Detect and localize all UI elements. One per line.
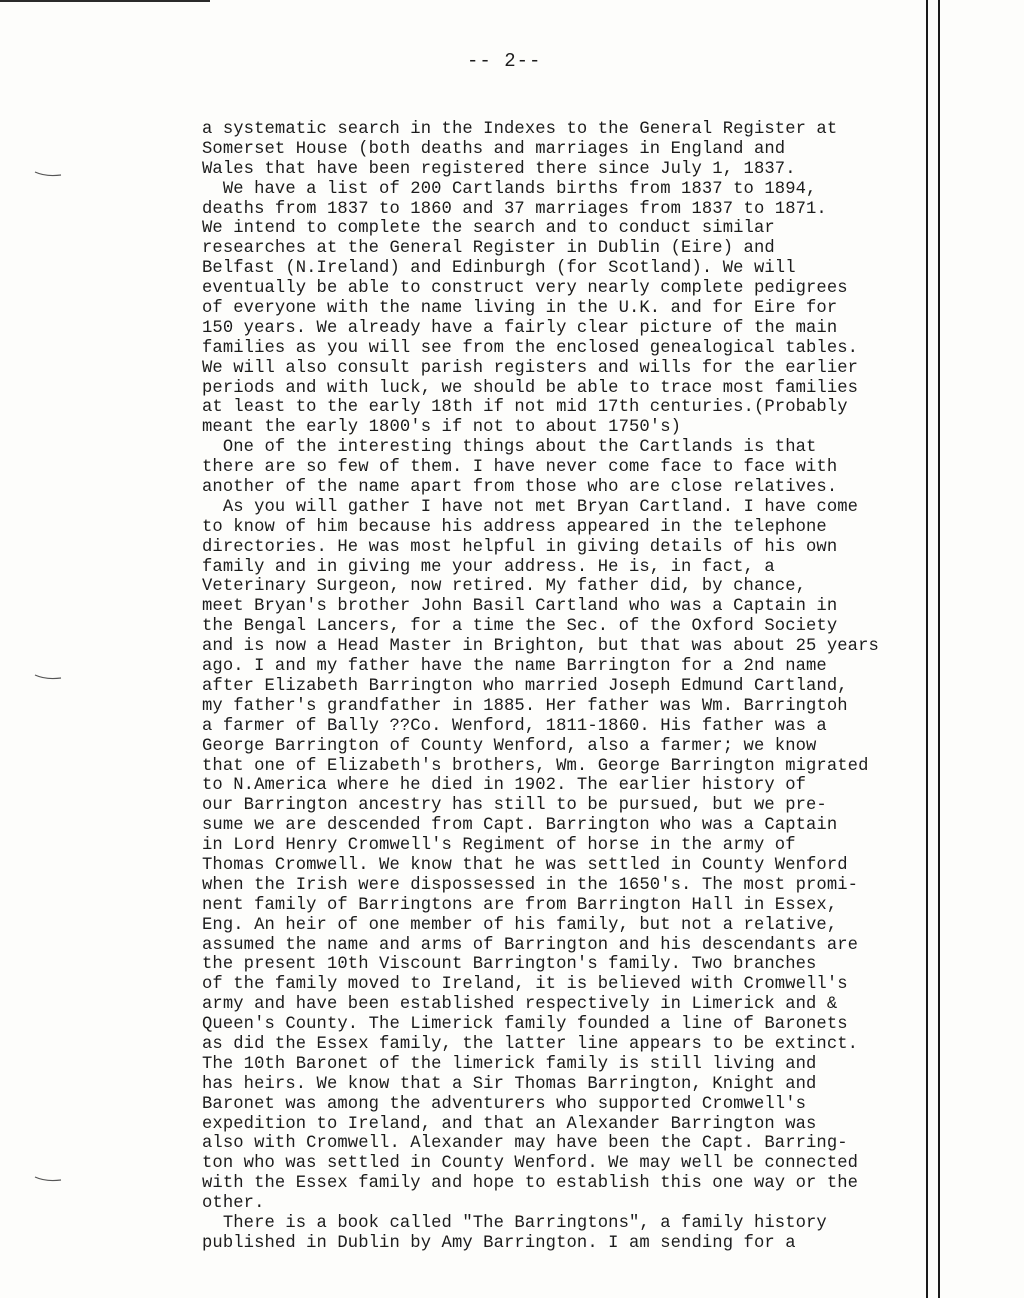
text-line: a farmer of Bally ??Co. Wenford, 1811-1860. His father was a bbox=[202, 716, 827, 736]
text-line: at least to the early 18th if not mid 17th centuries.(Probably bbox=[202, 398, 848, 418]
text-line: also with Cromwell. Alexander may have been the Capt. Barring- bbox=[202, 1134, 848, 1154]
text-line: sume we are descended from Capt. Barrington who was a Captain bbox=[202, 816, 838, 836]
page-number: -- 2-- bbox=[467, 50, 542, 72]
text-line: eventually be able to construct very nearly complete pedigrees bbox=[202, 279, 848, 299]
text-line: the present 10th Viscount Barrington's family. Two branches bbox=[202, 955, 817, 975]
text-line: Baronet was among the adventurers who supported Cromwell's bbox=[202, 1094, 807, 1114]
text-line: researches at the General Register in Dublin (Eire) and bbox=[202, 239, 775, 259]
text-line: The 10th Baronet of the limerick family is still living and bbox=[202, 1054, 817, 1074]
text-line: deaths from 1837 to 1860 and 37 marriages from 1837 to 1871. bbox=[202, 199, 827, 219]
text-line: George Barrington of County Wenford, also a farmer; we know bbox=[202, 736, 817, 756]
text-line: There is a book called "The Barringtons", a family history bbox=[202, 1213, 827, 1233]
text-line: ago. I and my father have the name Barrington for a 2nd name bbox=[202, 657, 827, 677]
text-line: families as you will see from the enclosed genealogical tables. bbox=[202, 338, 859, 358]
text-line: 150 years. We already have a fairly clear picture of the main bbox=[202, 318, 838, 338]
text-line: a systematic search in the Indexes to the General Register at bbox=[202, 120, 838, 139]
text-line: expedition to Ireland, and that an Alexander Barrington was bbox=[202, 1114, 817, 1134]
text-line: with the Essex family and hope to establish this one way or the bbox=[202, 1174, 859, 1194]
top-edge-rule bbox=[0, 0, 210, 2]
text-line: the Bengal Lancers, for a time the Sec. of the Oxford Society bbox=[202, 617, 838, 637]
text-line: meant the early 1800's if not to about 1750's) bbox=[202, 418, 682, 438]
text-line: when the Irish were dispossessed in the 1650's. The most promi- bbox=[202, 875, 859, 895]
text-line: to know of him because his address appeared in the telephone bbox=[202, 517, 827, 537]
text-line: Eng. An heir of one member of his family, but not a relative, bbox=[202, 915, 838, 935]
text-line: We will also consult parish registers and wills for the earlier bbox=[202, 358, 859, 378]
text-line: meet Bryan's brother John Basil Cartland who was a Captain in bbox=[202, 597, 838, 617]
text-line: nent family of Barringtons are from Barrington Hall in Essex, bbox=[202, 895, 838, 915]
text-line: has heirs. We know that a Sir Thomas Barrington, Knight and bbox=[202, 1074, 817, 1094]
text-line: Veterinary Surgeon, now retired. My father did, by chance, bbox=[202, 577, 807, 597]
margin-mark-icon bbox=[34, 1175, 62, 1183]
margin-mark-icon bbox=[34, 170, 62, 178]
text-line: Somerset House (both deaths and marriages in England and bbox=[202, 139, 786, 159]
text-line: of everyone with the name living in the U.K. and for Eire for bbox=[202, 299, 838, 319]
text-line: family and in giving me your address. He is, in fact, a bbox=[202, 557, 775, 577]
text-line: other. bbox=[202, 1194, 265, 1214]
text-line: that one of Elizabeth's brothers, Wm. George Barrington migrated bbox=[202, 756, 869, 776]
text-line: in Lord Henry Cromwell's Regiment of horse in the army of bbox=[202, 836, 796, 856]
text-line: Thomas Cromwell. We know that he was settled in County Wenford bbox=[202, 855, 848, 875]
text-line: of the family moved to Ireland, it is believed with Cromwell's bbox=[202, 975, 848, 995]
text-line: our Barrington ancestry has still to be pursued, but we pre- bbox=[202, 796, 827, 816]
text-line: ton who was settled in County Wenford. We may well be connected bbox=[202, 1154, 859, 1174]
text-line: another of the name apart from those who are close relatives. bbox=[202, 478, 838, 498]
text-line: Queen's County. The Limerick family founded a line of Baronets bbox=[202, 1015, 848, 1035]
margin-mark-icon bbox=[34, 673, 62, 681]
text-line: Wales that have been registered there since July 1, 1837. bbox=[202, 159, 796, 179]
margin-line-right bbox=[938, 0, 940, 1298]
text-line: Belfast (N.Ireland) and Edinburgh (for Scotland). We will bbox=[202, 259, 796, 279]
margin-line-left bbox=[926, 0, 928, 1298]
text-line: assumed the name and arms of Barrington and his descendants are bbox=[202, 935, 859, 955]
text-line: as did the Essex family, the latter line appears to be extinct. bbox=[202, 1034, 859, 1054]
text-line: to N.America where he died in 1902. The earlier history of bbox=[202, 776, 807, 796]
text-line: published in Dublin by Amy Barrington. I am sending for a bbox=[202, 1233, 796, 1253]
text-line: We have a list of 200 Cartlands births from 1837 to 1894, bbox=[202, 179, 817, 199]
text-line: directories. He was most helpful in giving details of his own bbox=[202, 537, 838, 557]
letter-body bbox=[202, 120, 1002, 1254]
text-line: periods and with luck, we should be able to trace most families bbox=[202, 378, 859, 398]
text-line: We intend to complete the search and to conduct similar bbox=[202, 219, 775, 239]
text-line: One of the interesting things about the Cartlands is that bbox=[202, 438, 817, 458]
text-line: after Elizabeth Barrington who married Joseph Edmund Cartland, bbox=[202, 676, 848, 696]
text-line: and is now a Head Master in Brighton, but that was about 25 years bbox=[202, 637, 879, 657]
text-line: my father's grandfather in 1885. Her father was Wm. Barringtoh bbox=[202, 696, 848, 716]
text-line: army and have been established respectively in Limerick and & bbox=[202, 995, 838, 1015]
text-line: As you will gather I have not met Bryan Cartland. I have come bbox=[202, 497, 859, 517]
text-line: there are so few of them. I have never come face to face with bbox=[202, 458, 838, 478]
